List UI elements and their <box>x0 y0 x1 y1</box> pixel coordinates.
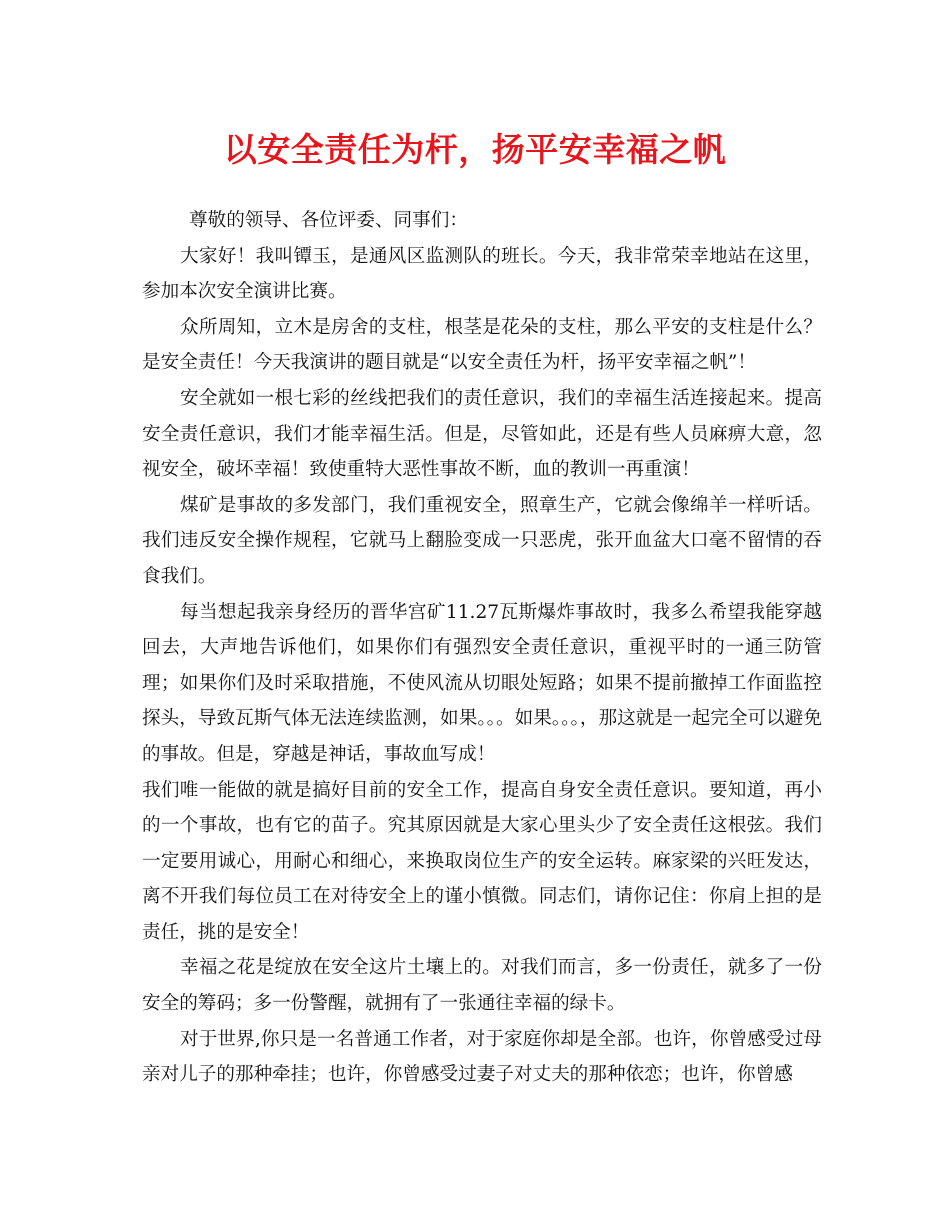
paragraph-salutation: 尊敬的领导、各位评委、同事们： <box>189 210 468 231</box>
paragraph-happiness-flower: 幸福之花是绽放在安全这片土壤上的。对我们而言，多一份责任，就多了一份安全的筹码；多一份警醒，就拥有了一张通往幸福的绿卡。 <box>142 957 822 1015</box>
paragraph-topic: 众所周知，立木是房舍的支柱，根茎是花朵的支柱，那么平安的支柱是什么？是安全责任！今天我演讲的题目就是“以安全责任为杆，扬平安幸福之帆”！ <box>142 316 822 374</box>
document-title: 以安全责任为杆，扬平安幸福之帆 <box>223 130 727 169</box>
paragraph-coal-mine: 煤矿是事故的多发部门，我们重视安全，照章生产，它就会像绵羊一样听话。我们违反安全操作规程，它就马上翻脸变成一只恶虎，张开血盆大口毫不留情的吞食我们。 <box>142 494 822 587</box>
paragraph-greeting: 大家好！我叫镡玉，是通风区监测队的班长。今天，我非常荣幸地站在这里，参加本次安全演讲比赛。 <box>142 245 822 303</box>
document-body <box>142 203 822 1093</box>
paragraph-safety-thread: 安全就如一根七彩的丝线把我们的责任意识，我们的幸福生活连接起来。提高安全责任意识，我们才能幸福生活。但是，尽管如此，还是有些人员麻痹大意，忽视安全，破坏幸福！致使重特大恶性事故不断，血的教训一再重演！ <box>142 387 822 481</box>
paragraph-accident-memory: 每当想起我亲身经历的晋华宫矿11.27瓦斯爆炸事故时，我多么希望我能穿越回去，大声地告诉他们，如果你们有强烈安全责任意识，重视平时的一通三防管理；如果你们及时采取措施，不使风流从切眼处短路；如果不提前撤掉工作面监控探头，导致瓦斯气体无法连续监测，如果。。。如果。。。，那这就是一起完全可以避免的事故。但是，穿越是神话，事故血写成！ <box>142 601 822 765</box>
paragraph-current-work: 我们唯一能做的就是搞好目前的安全工作，提高自身安全责任意识。要知道，再小的一个事故，也有它的苗子。究其原因就是大家心里头少了安全责任这根弦。我们一定要用诚心，用耐心和细心，来换取岗位生产的安全运转。麻家梁的兴旺发达，离不开我们每位员工在对待安全上的谨小慎微。同志们，请你记住：你肩上担的是责任，挑的是安全！ <box>142 779 822 943</box>
paragraph-family: 对于世界,你只是一名普通工作者，对于家庭你却是全部。也许，你曾感受过母亲对儿子的那种牵挂；也许，你曾感受过妻子对丈夫的那种依恋；也许，你曾感 <box>142 1028 822 1086</box>
